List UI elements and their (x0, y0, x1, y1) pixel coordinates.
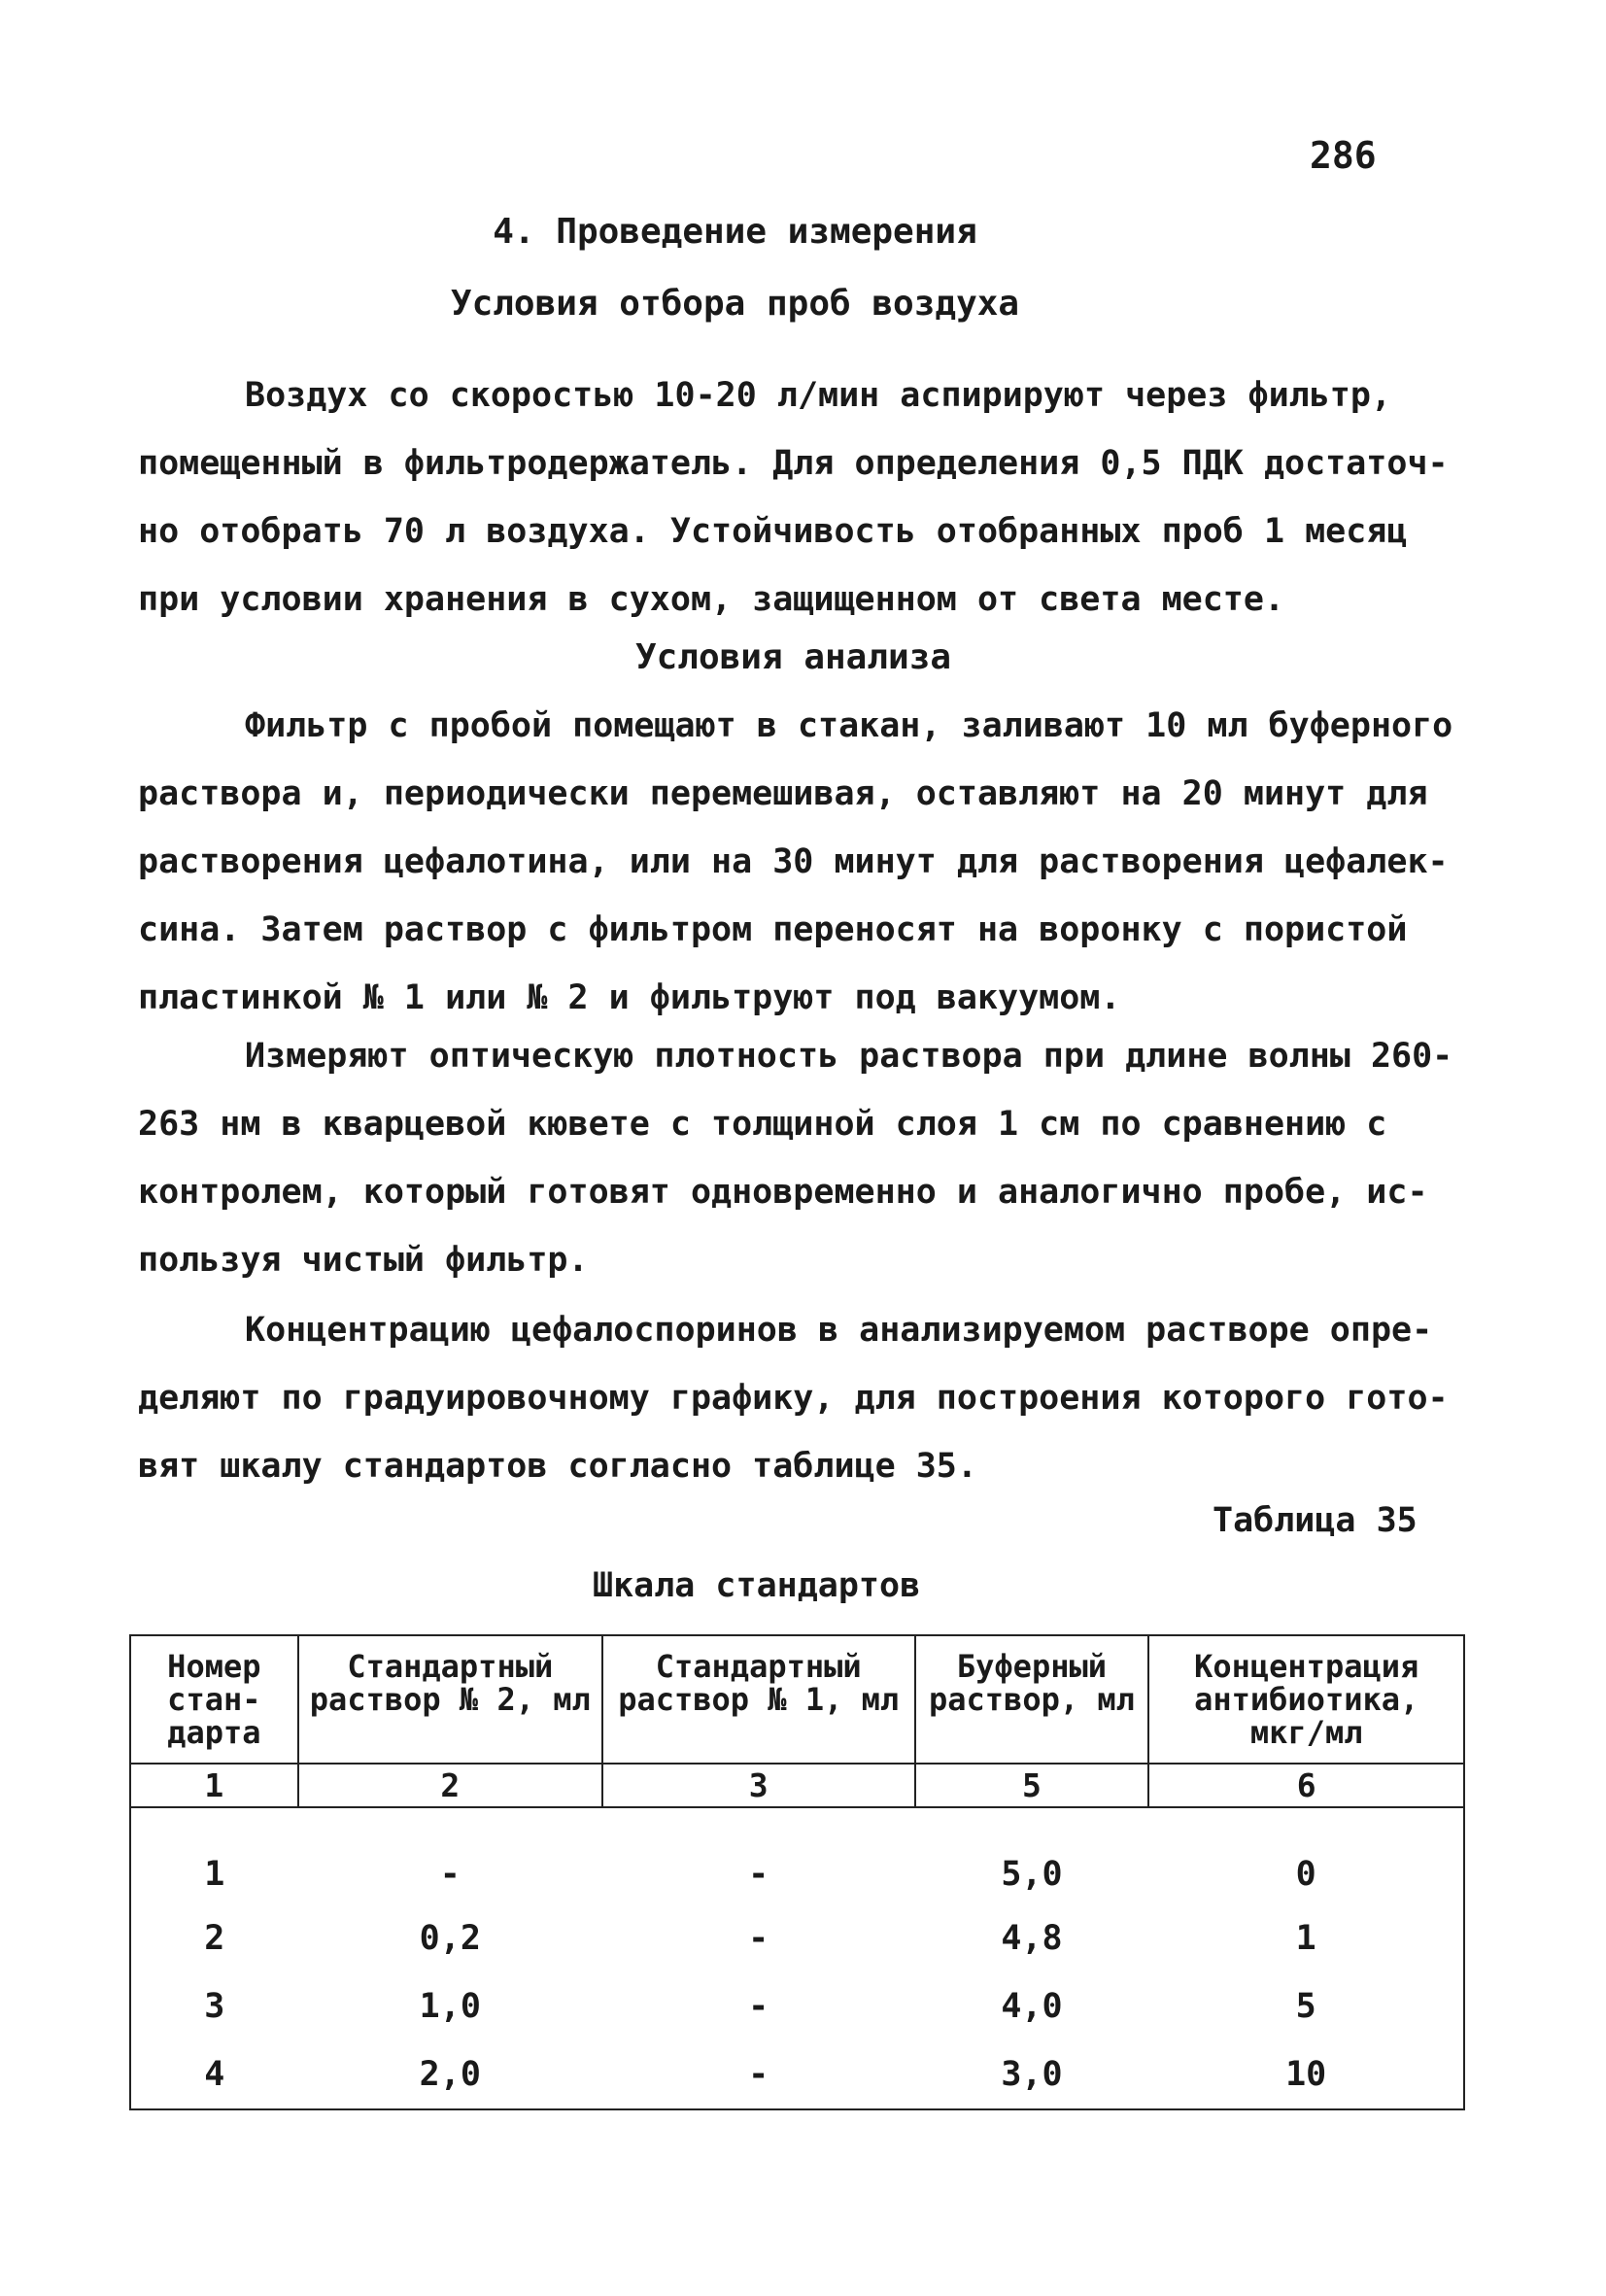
table-cell: 5 (1295, 1987, 1316, 2026)
table-row (130, 1972, 1464, 2040)
text-line: 263 нм в кварцевой кювете с толщиной слоя 1 см по сравнению с (138, 1105, 1387, 1144)
header-standard-solution-1: Стандартный раствор № 1, мл (602, 1635, 915, 1764)
page-number: 286 (1310, 134, 1377, 177)
table-cell: 2 (204, 1919, 225, 1958)
section-title: 4. Проведение измерения (493, 212, 977, 252)
text-line: Фильтр с пробой помещают в стакан, заливают 10 мл буферного (245, 706, 1453, 745)
table-cell: - (748, 1919, 769, 1958)
header-standard-solution-2: Стандартный раствор № 2, мл (298, 1635, 602, 1764)
text-line: Концентрацию цефалоспоринов в анализируемом растворе опре- (245, 1311, 1433, 1350)
text-line: помещенный в фильтродержатель. Для определения 0,5 ПДК достаточ- (138, 444, 1449, 483)
column-number-row (130, 1764, 1464, 1807)
subsection-title-sampling: Условия отбора проб воздуха (450, 284, 1020, 324)
paragraph-sampling (138, 361, 1459, 634)
table-cell: 4,8 (1001, 1919, 1063, 1958)
table-row (130, 1904, 1464, 1972)
header-antibiotic-concentration: Концентрация антибиотика, мкг/мл (1148, 1635, 1464, 1764)
column-number: 2 (298, 1764, 602, 1807)
table-cell: 4,0 (1001, 1987, 1063, 2026)
column-number: 5 (915, 1764, 1149, 1807)
table-cell: 1,0 (419, 1987, 481, 2026)
table-cell: 3,0 (1001, 2055, 1063, 2094)
table-cell: 3 (204, 1987, 225, 2026)
column-number: 1 (130, 1764, 298, 1807)
header-standard-number: Номер стан- дарта (130, 1635, 298, 1764)
text-line: сина. Затем раствор с фильтром переносят на воронку с пористой (138, 910, 1408, 949)
subsection-title-analysis: Условия анализа (634, 637, 952, 677)
header-buffer-solution: Буферный раствор, мл (915, 1635, 1149, 1764)
table-title: Шкала стандартов (593, 1566, 921, 1605)
column-number: 6 (1148, 1764, 1464, 1807)
text-line: контролем, который готовят одновременно и аналогично пробе, ис- (138, 1173, 1428, 1212)
table-cell: 10 (1285, 2055, 1327, 2094)
table-cell: 0,2 (419, 1919, 481, 1958)
table-cell: 1 (1295, 1919, 1316, 1958)
table-header-row (130, 1635, 1464, 1764)
column-number: 3 (602, 1764, 915, 1807)
text-line: пользуя чистый фильтр. (138, 1241, 589, 1280)
paragraph-analysis (138, 692, 1459, 1032)
table-cell: 4 (204, 2055, 225, 2094)
table-cell: - (748, 2055, 769, 2094)
text-line: при условии хранения в сухом, защищенном от света месте. (138, 580, 1285, 619)
table-row (130, 1807, 1464, 1904)
paragraph-concentration (138, 1296, 1459, 1500)
text-line: пластинкой № 1 или № 2 и фильтруют под вакуумом. (138, 978, 1121, 1017)
table-cell: - (748, 1987, 769, 2026)
text-line: Измеряют оптическую плотность раствора при длине волны 260- (245, 1037, 1453, 1076)
text-line: растворения цефалотина, или на 30 минут для растворения цефалек- (138, 842, 1449, 881)
standards-table (129, 1634, 1465, 2110)
table-cell: 1 (204, 1855, 225, 1894)
text-line: вят шкалу стандартов согласно таблице 35. (138, 1447, 977, 1486)
paragraph-measurement (138, 1022, 1459, 1294)
text-line: Воздух со скоростью 10-20 л/мин аспирируют через фильтр, (245, 376, 1392, 415)
text-line: раствора и, периодически перемешивая, оставляют на 20 минут для (138, 774, 1428, 813)
table-cell: 2,0 (419, 2055, 481, 2094)
table-cell: - (748, 1855, 769, 1894)
table-cell: 0 (1295, 1855, 1316, 1894)
text-line: деляют по градуировочному графику, для построения которого гото- (138, 1379, 1449, 1418)
table-row (130, 2040, 1464, 2109)
text-line: но отобрать 70 л воздуха. Устойчивость отобранных проб 1 месяц (138, 512, 1408, 551)
table-cell: 5,0 (1001, 1855, 1063, 1894)
table-cell: - (439, 1855, 461, 1894)
table-label: Таблица 35 (1213, 1501, 1418, 1540)
